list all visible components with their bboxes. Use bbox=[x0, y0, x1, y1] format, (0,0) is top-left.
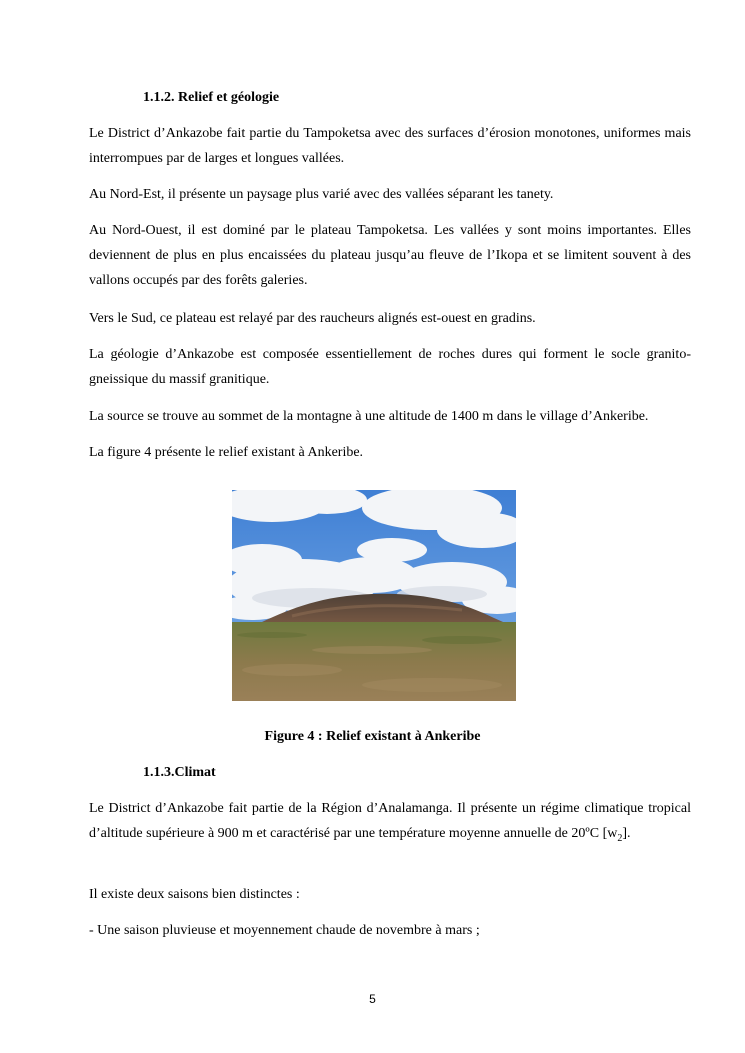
paragraph: La géologie d’Ankazobe est composée essentiellement de roches dures qui forment le socle granito-gneissique du massif granitique. bbox=[89, 347, 691, 387]
section-title: Relief et géologie bbox=[178, 90, 280, 105]
paragraph: Vers le Sud, ce plateau est relayé par des raucheurs alignés est-ouest en gradins. bbox=[89, 311, 536, 326]
paragraph: Le District d’Ankazobe fait partie du Tampoketsa avec des surfaces d’érosion monotones, uniformes mais interrompues par de larges et longues vallées. bbox=[89, 126, 691, 166]
paragraph: La figure 4 présente le relief existant à Ankeribe. bbox=[89, 445, 364, 460]
section-heading-1-1-3 bbox=[143, 763, 216, 783]
figure-caption: Figure 4 : Relief existant à Ankeribe bbox=[264, 729, 481, 744]
citation-subscript: 2 bbox=[617, 832, 623, 844]
section-number: 1.1.2. bbox=[143, 90, 175, 105]
section-heading-1-1-2 bbox=[143, 88, 279, 108]
section-title: Climat bbox=[174, 765, 216, 780]
page-number: 5 bbox=[369, 992, 376, 1006]
paragraph: Il existe deux saisons bien distinctes : bbox=[89, 887, 300, 902]
citation-tail: ]. bbox=[622, 826, 631, 841]
paragraph: La source se trouve au sommet de la montagne à une altitude de 1400 m dans le village d’Ankeribe. bbox=[89, 409, 649, 424]
figure-image-hill bbox=[232, 490, 516, 701]
paragraph: - Une saison pluvieuse et moyennement chaude de novembre à mars ; bbox=[89, 923, 480, 938]
paragraph-text: Le District d’Ankazobe fait partie de la Région d’Analamanga. Il présente un régime climatique tropical d’altitude supérieure à 900 m et caractérisé par une température moyenne annuelle de 20ºC [w bbox=[89, 801, 691, 841]
paragraph: Au Nord-Est, il présente un paysage plus varié avec des vallées séparant les tanety. bbox=[89, 187, 554, 202]
section-number: 1.1.3. bbox=[143, 765, 175, 780]
paragraph: Au Nord-Ouest, il est dominé par le plateau Tampoketsa. Les vallées y sont moins importantes. Elles deviennent de plus en plus encaissées du plateau jusqu’au fleuve de l’Ikopa et se limitent souvent à des vallons occupés par des forêts galeries. bbox=[89, 223, 691, 288]
paragraph bbox=[89, 796, 691, 851]
